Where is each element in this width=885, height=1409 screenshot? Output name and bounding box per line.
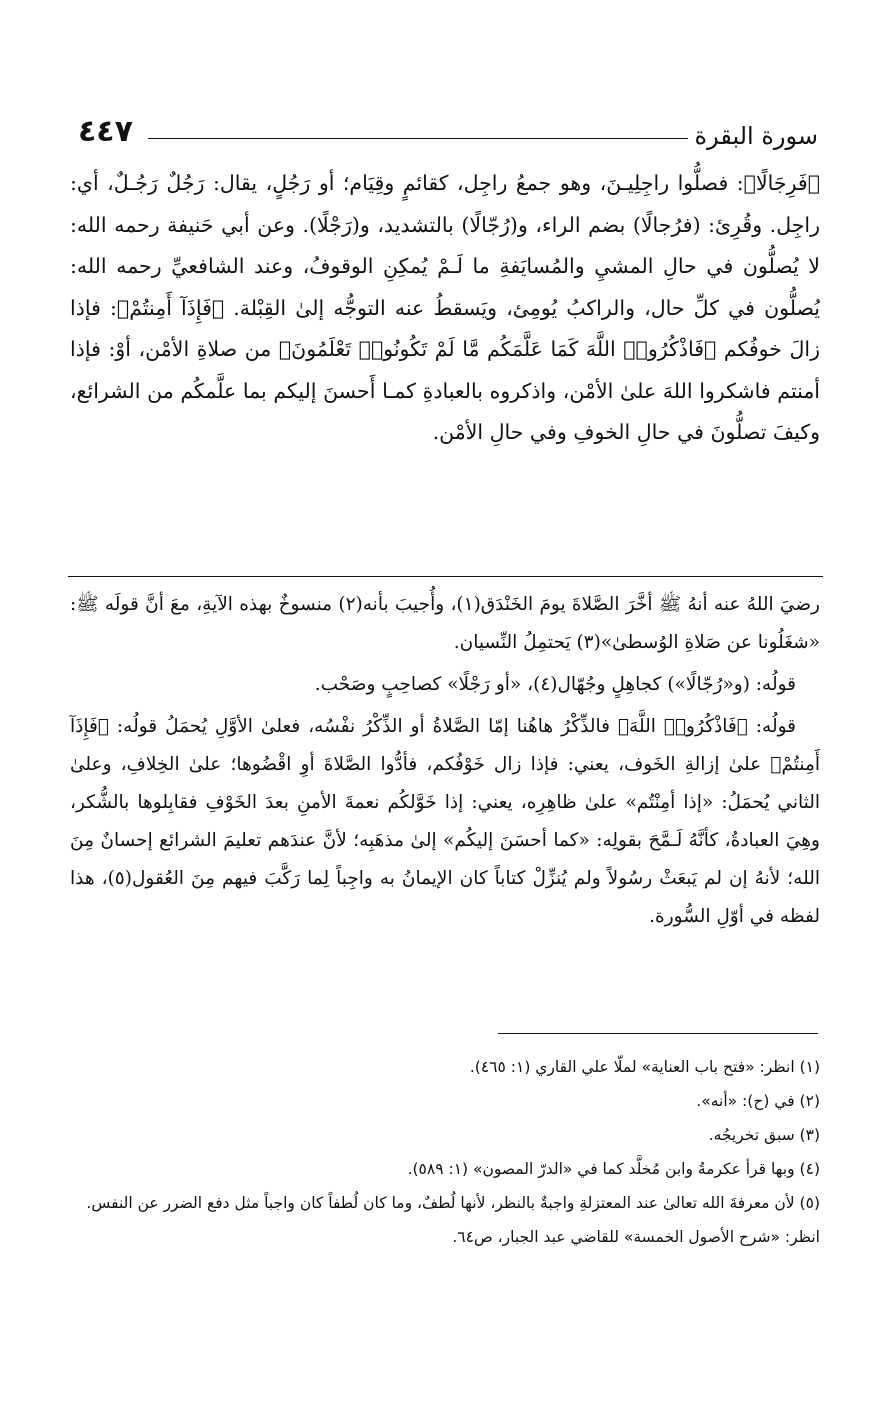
commentary-paragraph: رضيَ اللهُ عنه أنهُ ﷺ أخَّرَ الصَّلاةَ يومَ الخَنْدَق(١)، وأُجيبَ بأنه(٢) منسوخٌ بهذه الآيةِ، معَ أنَّ قولَه ﷺ: «شغَلُونا عن صَلاةِ الوُسطىٰ»(٣) يَحتمِلُ النِّسيان. [70, 594, 820, 653]
page-number: ٤٤٧ [78, 114, 133, 149]
commentary-block [70, 586, 820, 940]
footnote: (٥) لأن معرفةَ الله تعالىٰ عند المعتزلةِ واجبةٌ بالنظر، لأنها لُطفٌ، وما كان لُطفاً كان واجباً مثل دفع الضرر عن النفس. انظر: «شرح الأصول الخمسة» للقاضي عبد الجبار، ص٦٤. [86, 1194, 820, 1246]
main-text-block [70, 163, 820, 454]
surah-title: سورة البقرة [694, 122, 818, 150]
main-paragraph: ﴿فَرِجَالًا﴾: فصلُّوا راجِلِيـنَ، وهو جمعُ راجِل، كقائمٍ وقِيَام؛ أو رَجُلٍ، يقال: رَجُلٌ رَجُـلٌ، أي: راجِل. وقُرِئ: (فرُجالًا) بضم الراء، و(رُجّالًا) بالتشديد، و(رَجْلًا). وعن أبي حَنيفة رحمه الله: لا يُصلُّون في حالِ المشيِ والمُسايَفةِ ما لَـمْ يُمكِنِ الوقوفُ، وعند الشافعيِّ رحمه الله: يُصلُّون في كلِّ حال، والراكبُ يُومِئ، ويَسقطُ عنه التوجُّه إلىٰ القِبْلة. ﴿فَإِذَآ أَمِنتُمْ﴾: فإذا زالَ خوفُكم ﴿فَاذْكُرُوا۟ اللَّهَ كَمَا عَلَّمَكُم مَّا لَمْ تَكُونُوا۟ تَعْلَمُونَ﴾ من صلاةِ الأمْن، أوْ: فإذا أمنتم فاشكروا اللهَ علىٰ الأمْن، واذكروه بالعبادةِ كمـا أَحسنَ إليكم بما علَّمكُم من الشرائع، وكيفَ تصلُّونَ في حالِ الخوفِ وفي حالِ الأمْن. [70, 171, 821, 444]
section-divider [68, 576, 823, 577]
footnote: (٣) سبق تخريجُه. [708, 1126, 820, 1144]
page-header [78, 112, 818, 152]
footnote: (٤) وبها قرأ عكرمةُ وابن مُخلَّد كما في «الدرّ المصون» (١: ٥٨٩). [407, 1160, 820, 1178]
footnote: (١) انظر: «فتح باب العناية» لملّا علي القاري (١: ٤٦٥). [469, 1058, 820, 1076]
commentary-paragraph: قولُه: (و«رُجّالًا») كجاهِلٍ وجُهّال(٤)، «أو رَجْلًا» كصاحِبٍ وصَحْب. [314, 674, 796, 695]
header-rule [148, 138, 688, 139]
footnote: (٢) في (ح): «أنه». [696, 1092, 820, 1110]
commentary-paragraph: قولُه: ﴿فَاذْكُرُوا۟ اللَّهَ﴾ فالذِّكْرُ هاهُنا إمّا الصَّلاةُ أو الذِّكْرُ نفْسُه، فعلىٰ الأوَّلِ يُحمَلُ قولُه: ﴿فَإِذَآ أَمِنتُمْ﴾ علىٰ إزالةِ الخَوف، يعني: فإذا زال خَوْفُكم، فأدُّوا الصَّلاةَ أوِ اقْضُوها؛ علىٰ الخِلافِ، وعلىٰ الثاني يُحمَلُ: «إذا أمِنْتُم» علىٰ ظاهِرِه، يعني: إذا خَوَّلكُم نعمةَ الأمنِ بعدَ الخَوْفِ فقابِلوها بالشُّكر، وهِيَ العبادةُ، كأنَّهُ لَـمَّحَ بقولِه: «كما أحسَنَ إليكُم» إلىٰ مذهَبِه؛ لأنَّ عندَهم تعليمَ الشرائع إحسانٌ مِنَ الله؛ لأنهُ إن لم يَبعَثْ رسُولاً ولم يُنزِّلْ كتاباً كان الإيمانُ به واجِباً لِما رَكَّبَ فيهم مِنَ العُقول(٥)، هذا لفظه في أوّلِ السُّورة. [70, 716, 820, 927]
footnotes-rule [498, 1033, 818, 1034]
footnotes-block [70, 1050, 820, 1254]
